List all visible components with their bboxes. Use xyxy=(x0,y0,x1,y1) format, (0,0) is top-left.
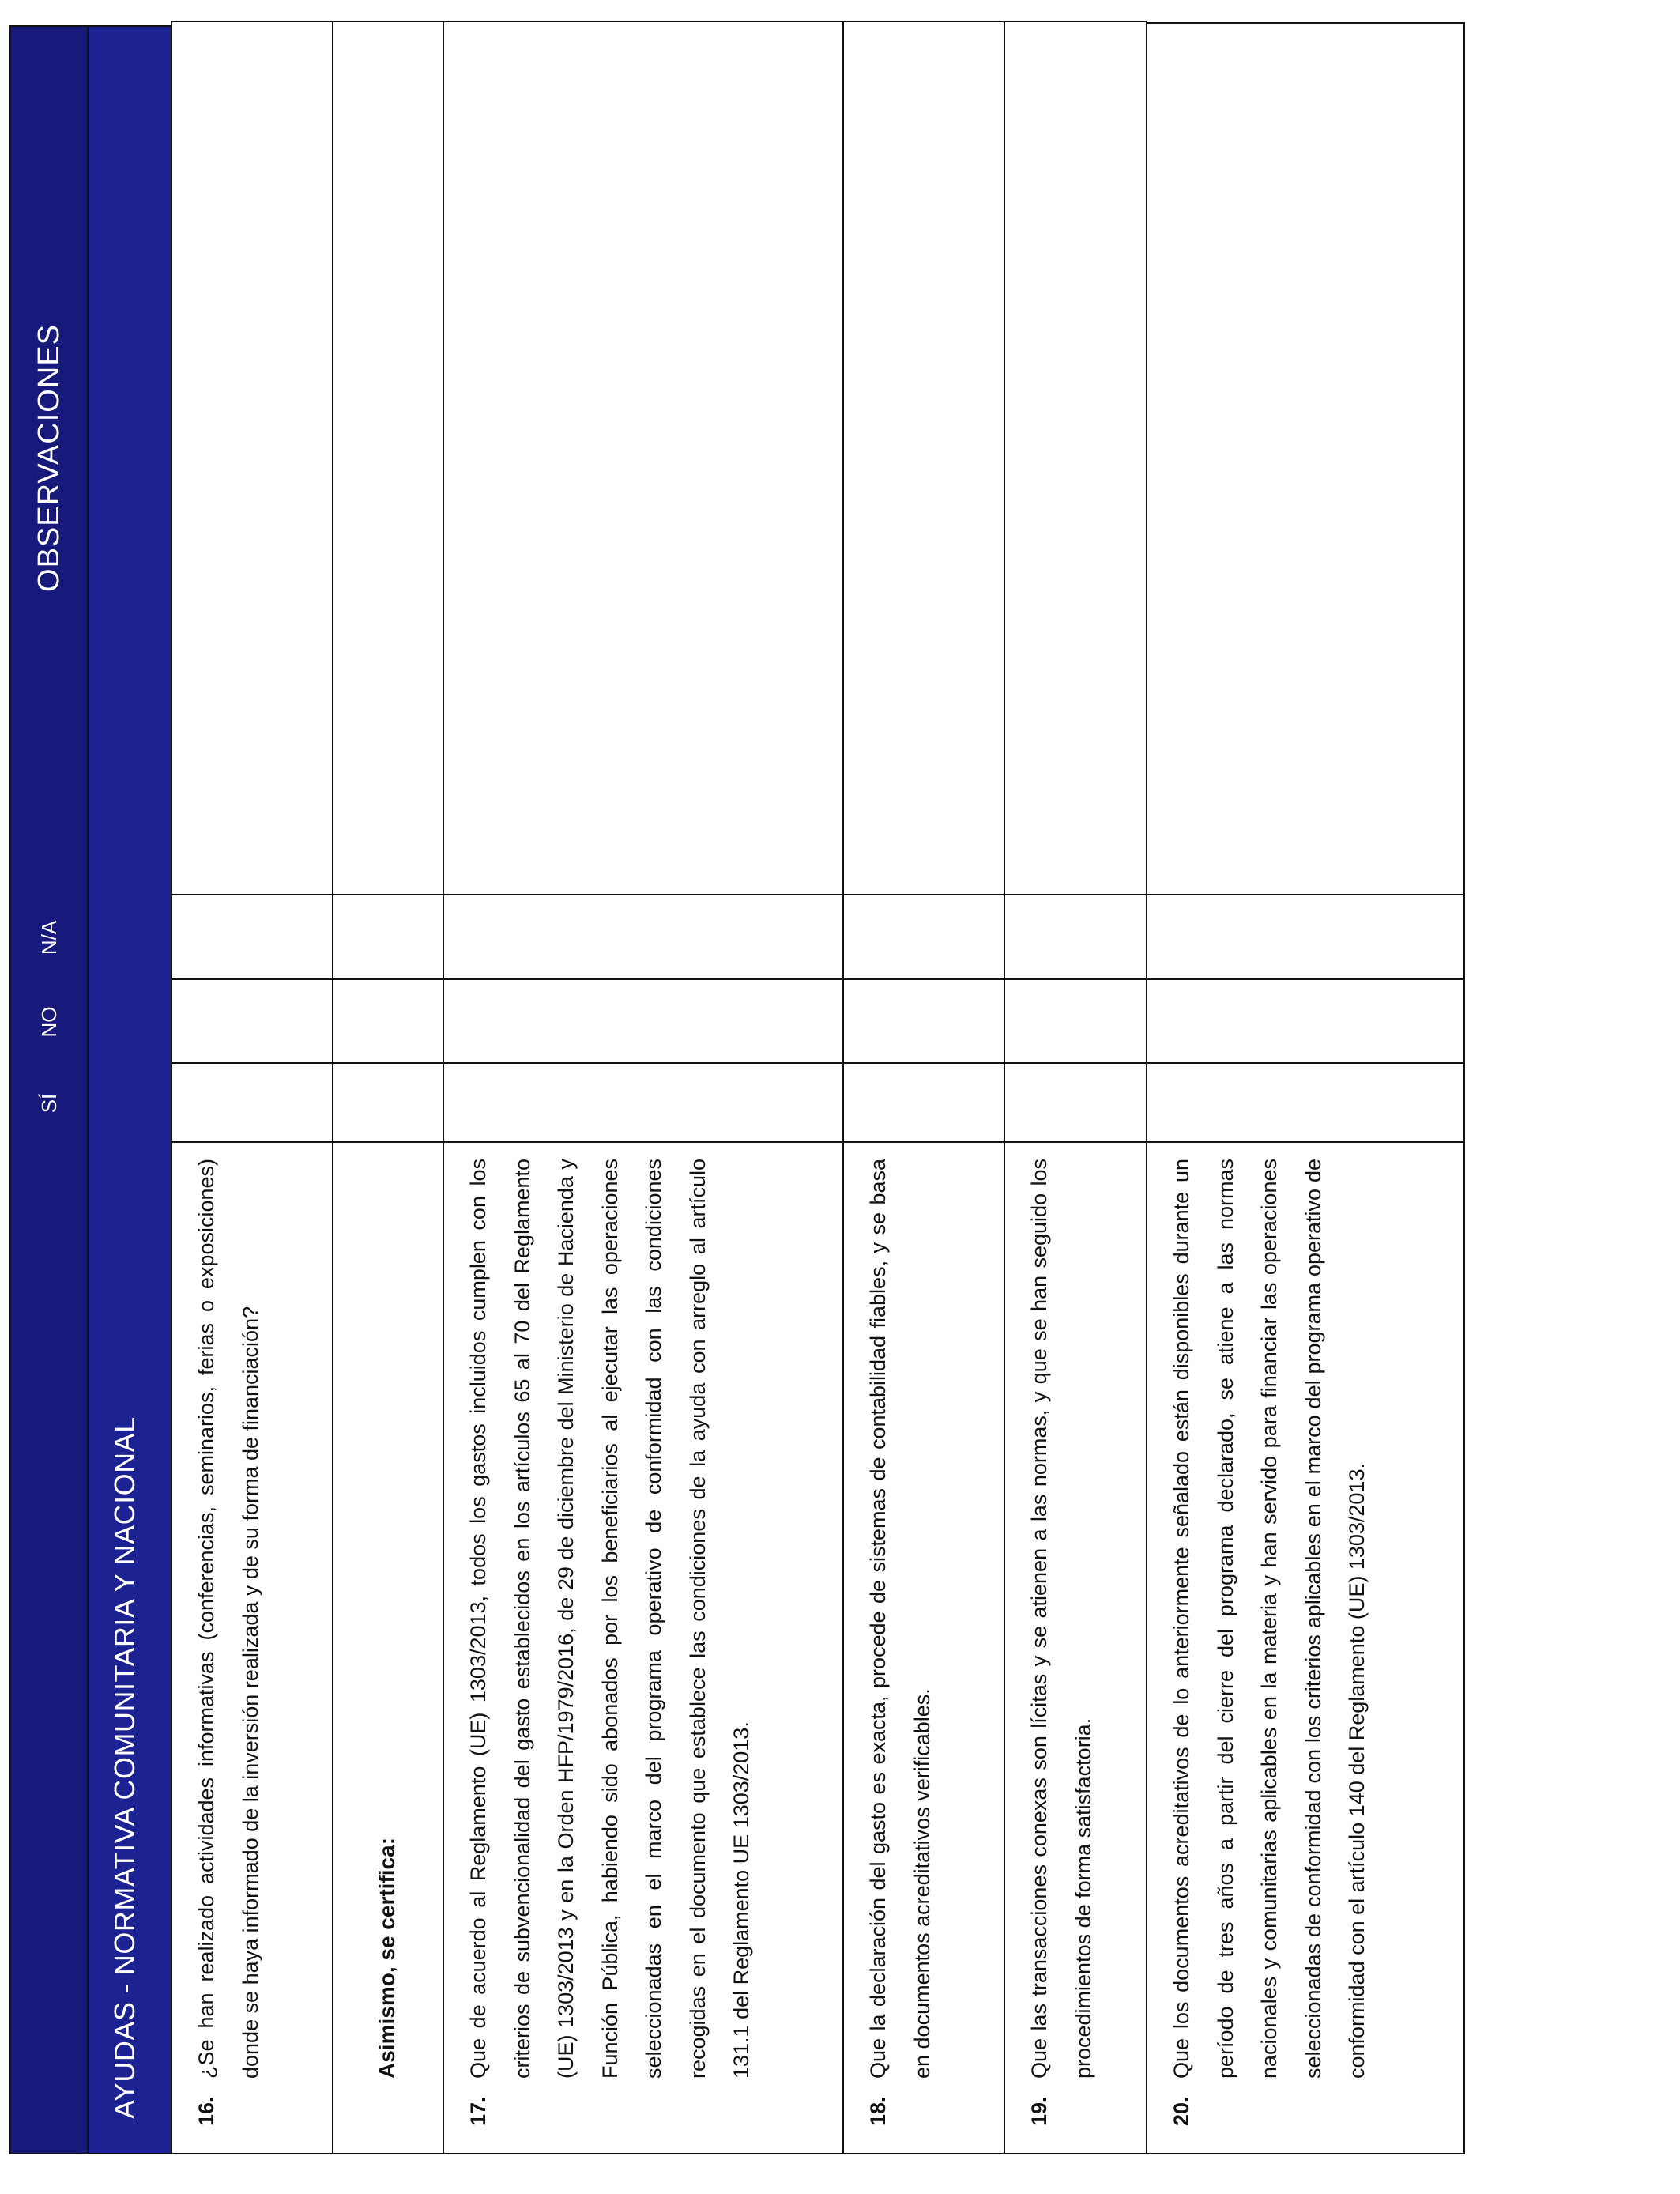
question-number: 20. xyxy=(1170,2096,1193,2126)
question-cell-17 xyxy=(443,1141,844,2154)
observaciones-cell[interactable] xyxy=(443,21,844,895)
question-text: Que los documentos acreditativos de lo anteriormente señalado están disponibles durante un período de tres años a partir del cierre del programa declarado, se atiene a las normas nacionales y comunitarias aplicables en la materia y han servido para financiar las operaciones seleccionadas de conformidad con los criterios aplicables en el marco del programa operativo de conformidad con el artículo 140 del Reglamento (UE) 1303/2013. xyxy=(1170,1159,1369,2079)
answer-si-cell[interactable] xyxy=(842,1062,1005,1143)
answer-na-cell[interactable] xyxy=(443,894,844,980)
question-number: 18. xyxy=(866,2096,890,2126)
answer-si-cell[interactable] xyxy=(332,1062,444,1143)
certifica-cell xyxy=(332,1141,444,2154)
answer-na-cell[interactable] xyxy=(171,894,333,980)
question-cell-18 xyxy=(842,1141,1005,2154)
answer-si-cell[interactable] xyxy=(1146,1062,1465,1143)
question-text: ¿Se han realizado actividades informativas (conferencias, seminarios, ferias o exposiciones) donde se haya informado de la inversión realizada y de su forma de financiación? xyxy=(194,1159,262,2079)
question-text: Que de acuerdo al Reglamento (UE) 1303/2013, todos los gastos incluidos cumplen con los criterios de subvencionalidad del gasto establecidos en los artículos 65 al 70 del Reglamento (UE) 1303/2013 y en la Orden HFP/1979/2016, de 29 de diciembre del Ministerio de Hacienda y Función Pública, habiendo sido abonados por los beneficiarios al ejecutar las operaciones seleccionadas en el marco del programa operativo de conformidad con las condiciones recogidas en el documento que establece las condiciones de la ayuda con arreglo al artículo 131.1 del Reglamento UE 1303/2013. xyxy=(466,1159,753,2079)
answer-na-cell[interactable] xyxy=(1004,894,1147,980)
answer-na-cell[interactable] xyxy=(332,894,444,980)
answer-no-cell[interactable] xyxy=(842,978,1005,1064)
column-header-no: NO xyxy=(36,1006,61,1038)
column-header-observaciones: OBSERVACIONES xyxy=(32,324,66,592)
answer-no-cell[interactable] xyxy=(171,978,333,1064)
question-number: 19. xyxy=(1027,2096,1051,2126)
answer-si-cell[interactable] xyxy=(1004,1062,1147,1143)
observaciones-cell[interactable] xyxy=(171,21,333,895)
certifica-label: Asimismo, se certifica: xyxy=(375,1837,399,2079)
question-cell-16 xyxy=(171,1141,333,2154)
question-text: Que la declaración del gasto es exacta, procede de sistemas de contabilidad fiables, y se basa en documentos acreditativos verificables. xyxy=(866,1159,934,2079)
question-cell-20 xyxy=(1146,1141,1465,2154)
question-number: 17. xyxy=(466,2096,490,2126)
answer-na-cell[interactable] xyxy=(842,894,1005,980)
answer-no-cell[interactable] xyxy=(1004,978,1147,1064)
column-header-na: N/A xyxy=(36,920,61,956)
answer-no-cell[interactable] xyxy=(332,978,444,1064)
question-number: 16. xyxy=(194,2096,218,2126)
answer-si-cell[interactable] xyxy=(443,1062,844,1143)
answer-na-cell[interactable] xyxy=(1146,894,1465,980)
question-cell-19 xyxy=(1004,1141,1147,2154)
column-header-si: SÍ xyxy=(36,1093,61,1114)
question-text: Que las transacciones conexas son lícitas y se atienen a las normas, y que se han seguido los procedimientos de forma satisfactoria. xyxy=(1027,1159,1095,2079)
observaciones-cell[interactable] xyxy=(842,21,1005,895)
answer-no-cell[interactable] xyxy=(1146,978,1465,1064)
observaciones-cell[interactable] xyxy=(332,21,444,895)
section-title: AYUDAS - NORMATIVA COMUNITARIA Y NACIONAL xyxy=(108,1416,141,2119)
answer-si-cell[interactable] xyxy=(171,1062,333,1143)
observaciones-cell[interactable] xyxy=(1146,22,1465,895)
observaciones-cell[interactable] xyxy=(1004,21,1147,895)
answer-no-cell[interactable] xyxy=(443,978,844,1064)
